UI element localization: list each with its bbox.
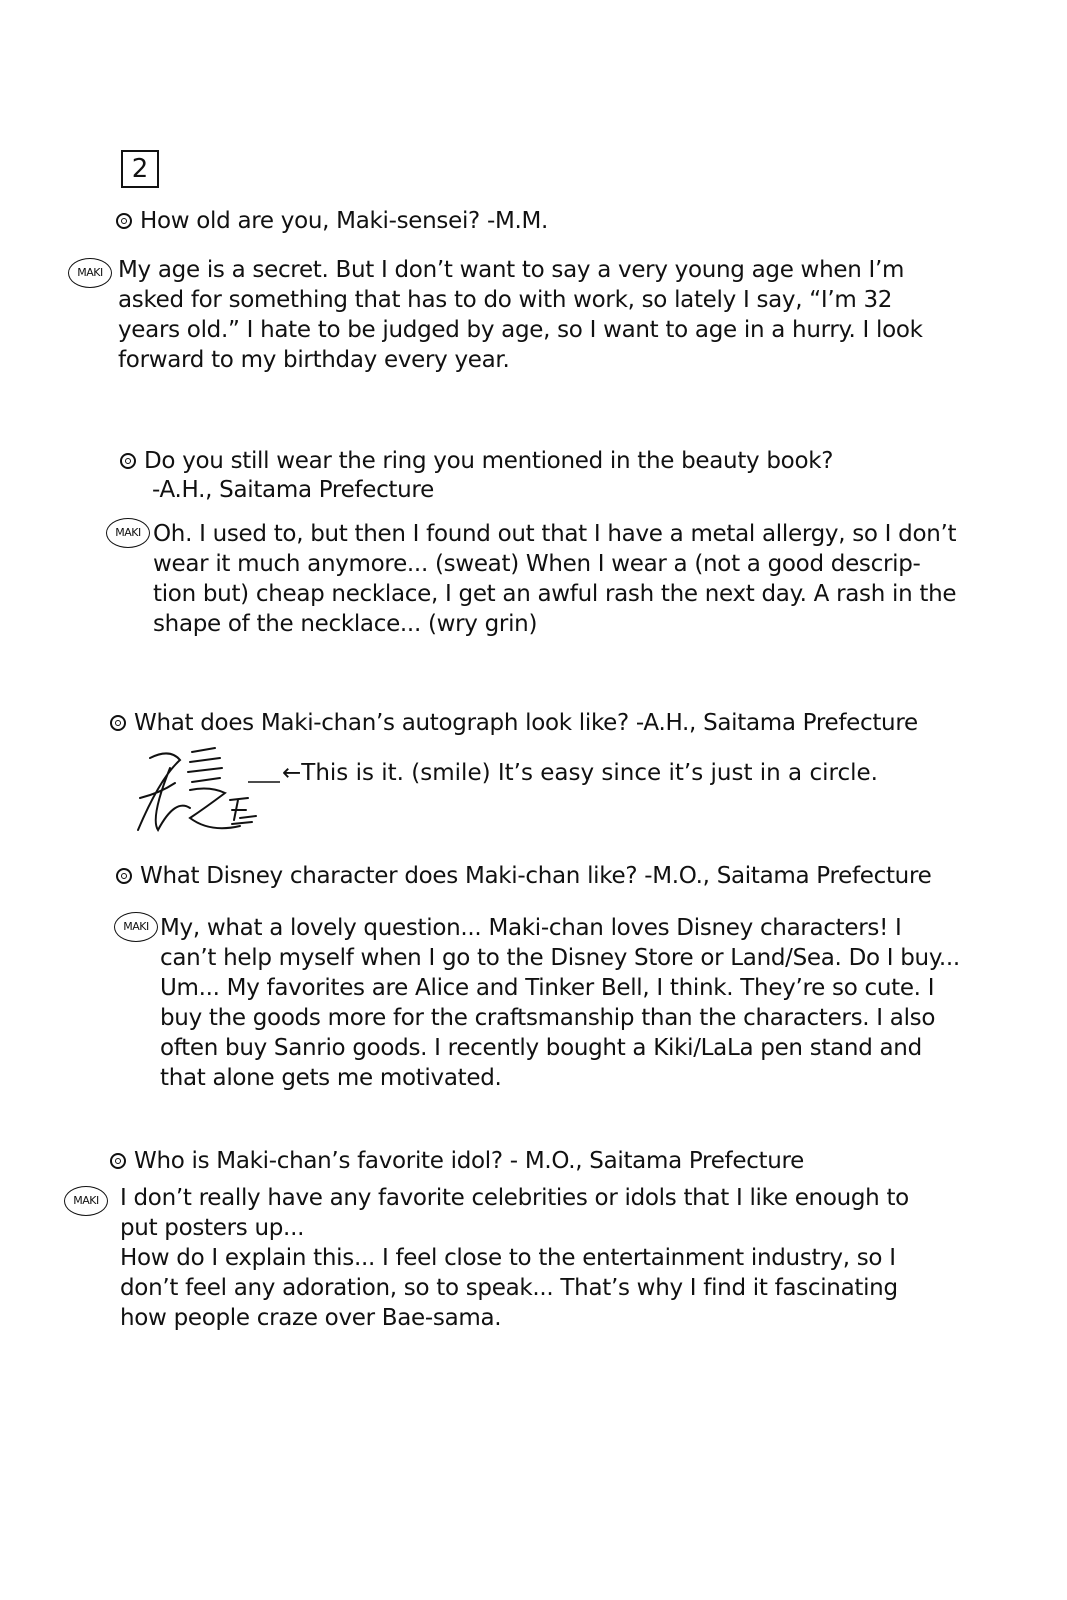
answer-1 [118, 255, 958, 375]
question-mark-icon [110, 1153, 126, 1169]
autograph-signature [120, 738, 280, 838]
question-mark-icon [116, 868, 132, 884]
question-mark-icon [110, 715, 126, 731]
question-1-text: How old are you, Maki-sensei? -M.M. [140, 208, 549, 234]
answer-5-paragraph-2: How do I explain this... I feel close to the entertainment industry, so I don’t feel any adoration, so to speak... That’s why I find it fascinating how people craze over Bae-sama. [120, 1245, 898, 1331]
page-number: 2 [121, 150, 159, 188]
question-mark-icon [120, 453, 136, 469]
maki-answer-icon: MAKI [64, 1186, 108, 1216]
answer-2 [153, 519, 968, 639]
question-4 [116, 861, 931, 891]
question-2-line-2: -A.H., Saitama Prefecture [152, 477, 434, 503]
answer-5 [120, 1183, 950, 1333]
maki-answer-icon: MAKI [68, 258, 112, 288]
question-5-text: Who is Maki-chan’s favorite idol? - M.O., Saitama Prefecture [134, 1148, 805, 1174]
question-2-attribution [152, 475, 434, 505]
question-2 [120, 446, 833, 476]
question-3-text: What does Maki-chan’s autograph look like? -A.H., Saitama Prefecture [134, 710, 918, 736]
answer-4-text: My, what a lovely question... Maki-chan loves Disney characters! I can’t help myself when I go to the Disney Store or Land/Sea. Do I buy... Um... My favorites are Alice and Tinker Bell, I think. They’re so cute. I buy the goods more for the craftsmanship than the characters. I also often buy Sanrio goods. I recently bought a Kiki/LaLa pen stand and that alone gets me motivated. [160, 915, 960, 1091]
maki-answer-icon: MAKI [114, 912, 158, 942]
answer-5-paragraph-1: I don’t really have any favorite celebrities or idols that I like enough to put posters up... [120, 1185, 909, 1241]
question-4-text: What Disney character does Maki-chan like? -M.O., Saitama Prefecture [140, 863, 932, 889]
question-3 [110, 708, 918, 738]
signature-note: ←This is it. (smile) It’s easy since it’s just in a circle. [282, 760, 878, 786]
question-1 [116, 206, 548, 236]
answer-4 [160, 913, 960, 1093]
question-2-line-1: Do you still wear the ring you mentioned in the beauty book? [144, 448, 834, 474]
answer-2-text: Oh. I used to, but then I found out that I have a metal allergy, so I don’t wear it much anymore... (sweat) When I wear a (not a good descrip- tion but) cheap necklace, I get an awful rash the next day. A rash in the shape of the necklace... (wry grin) [153, 521, 957, 637]
question-5 [110, 1146, 804, 1176]
maki-answer-icon: MAKI [106, 518, 150, 548]
answer-1-text: My age is a secret. But I don’t want to say a very young age when I’m asked for something that has to do with work, so lately I say, “I’m 32 years old.” I hate to be judged by age, so I want to age in a hurry. I look forward to my birthday every year. [118, 257, 923, 373]
question-mark-icon [116, 213, 132, 229]
